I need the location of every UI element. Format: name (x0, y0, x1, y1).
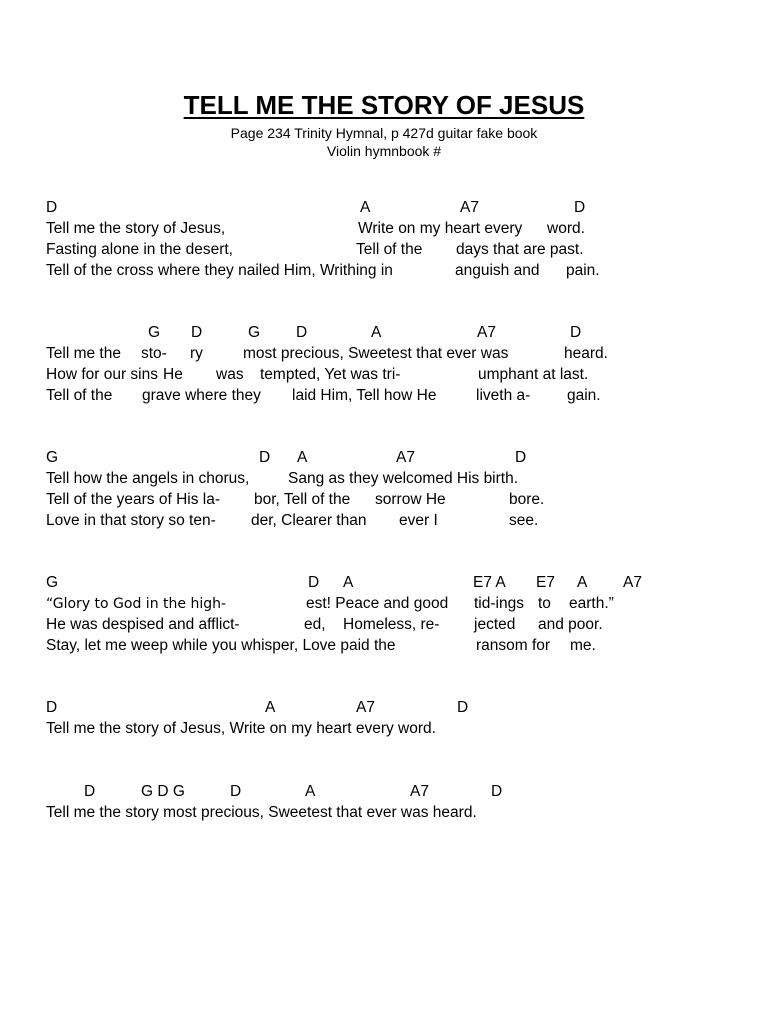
lyric-segment: Love in that story so ten- (46, 512, 216, 529)
lyric-line (0, 344, 768, 366)
lyric-segment: Stay, let me weep while you whisper, Love paid the (46, 637, 396, 654)
lyric-segment: ry (190, 345, 203, 362)
lyric-segment: gain. (567, 387, 601, 404)
lyric-line (0, 511, 768, 533)
chord: A7 (477, 324, 496, 341)
chord: A (265, 699, 276, 716)
lyric-segment: He (163, 366, 183, 383)
chord: G (148, 324, 161, 341)
lyric-line (0, 386, 768, 408)
lyric-segment: der, Clearer than (251, 512, 367, 529)
lyric-segment: est! Peace and good (306, 595, 449, 612)
lyric-segment: earth.” (569, 595, 614, 612)
lyric-segment: bore. (509, 491, 545, 508)
chord: D (296, 324, 308, 341)
lyric-segment: Tell of the years of His la- (46, 491, 221, 508)
chord: D (230, 783, 242, 800)
lyric-segment: ever I (399, 512, 438, 529)
lyric-segment: Tell of the (46, 387, 113, 404)
chord: D (259, 449, 271, 466)
chord: G D G (141, 783, 185, 800)
chord: A7 (356, 699, 375, 716)
chord: A (343, 574, 354, 591)
lyric-segment: Tell me the story of Jesus, Write on my heart every word. (46, 720, 436, 737)
chord: E7 (536, 574, 555, 591)
lyric-line (0, 365, 768, 387)
lyric-segment: Homeless, re- (343, 616, 440, 633)
chord: A (297, 449, 308, 466)
lyric-segment: Tell of the (356, 241, 423, 258)
chord: E7 A (473, 574, 506, 591)
chord: A7 (623, 574, 642, 591)
lyric-segment: anguish and (455, 262, 540, 279)
lyric-segment: umphant at last. (478, 366, 589, 383)
lyric-segment: pain. (566, 262, 600, 279)
lyric-line (0, 490, 768, 512)
chord-line (0, 198, 768, 220)
lyric-segment: days that are past. (456, 241, 584, 258)
lyric-segment: Fasting alone in the desert, (46, 241, 233, 258)
chord: G (248, 324, 261, 341)
lyric-segment: sorrow He (375, 491, 446, 508)
lyric-segment: Tell how the angels in chorus, (46, 470, 250, 487)
chord: D (84, 783, 96, 800)
song-title: TELL ME THE STORY OF JESUS (183, 90, 585, 120)
lyric-line (0, 261, 768, 283)
lyric-segment: me. (570, 637, 596, 654)
lyric-segment: was (216, 366, 244, 383)
chord: D (491, 783, 503, 800)
lyric-segment: Sang as they welcomed His birth. (288, 470, 519, 487)
lyric-line (0, 594, 768, 616)
chord: A (371, 324, 382, 341)
chord-line (0, 448, 768, 470)
lyric-segment: word. (547, 220, 585, 237)
lyric-line (0, 615, 768, 637)
lyric-line (0, 219, 768, 241)
lyric-segment: liveth a- (476, 387, 531, 404)
lyric-segment: sto- (141, 345, 167, 362)
chord: A7 (460, 199, 479, 216)
lyric-segment: Tell me the story of Jesus, (46, 220, 226, 237)
chord: D (308, 574, 320, 591)
chord: D (515, 449, 527, 466)
lyric-segment: ed, (304, 616, 326, 633)
chord: G (46, 574, 59, 591)
lyric-segment: to (538, 595, 551, 612)
chord: D (46, 199, 58, 216)
violin-hymnbook-reference: Violin hymnbook # (326, 143, 442, 159)
lyric-segment: and poor. (538, 616, 603, 633)
lyric-segment: tid-ings (474, 595, 524, 612)
chord: D (191, 324, 203, 341)
chord: D (570, 324, 582, 341)
lyric-line (0, 719, 768, 741)
chord: A (577, 574, 588, 591)
lyric-segment: heard. (564, 345, 608, 362)
chord-line (0, 573, 768, 595)
chord-line (0, 323, 768, 345)
lyric-line (0, 240, 768, 262)
chord: A7 (410, 783, 429, 800)
lyric-segment: Tell of the cross where they nailed Him, Writhing in (46, 262, 393, 279)
lyric-segment: “Glory to God in the high- (46, 596, 227, 612)
lyric-segment: ransom for (476, 637, 551, 654)
lyric-segment: Write on my heart every (358, 220, 523, 237)
chord: D (574, 199, 586, 216)
chord: A7 (396, 449, 415, 466)
chord: D (457, 699, 469, 716)
source-reference: Page 234 Trinity Hymnal, p 427d guitar fake book (230, 125, 538, 141)
lyric-segment: How for our sins (46, 366, 158, 383)
lyric-segment: most precious, Sweetest that ever was (243, 345, 509, 362)
chord-line (0, 698, 768, 720)
lyric-line (0, 636, 768, 658)
lyric-segment: Tell me the (46, 345, 121, 362)
chord-line (0, 782, 768, 804)
lyric-segment: laid Him, Tell how He (292, 387, 437, 404)
lyric-segment: bor, Tell of the (254, 491, 351, 508)
chord: D (46, 699, 58, 716)
chord: A (360, 199, 371, 216)
lyric-line (0, 803, 768, 825)
lyric-line (0, 469, 768, 491)
lyric-segment: jected (474, 616, 516, 633)
lyric-segment: Tell me the story most precious, Sweetest that ever was heard. (46, 804, 477, 821)
lyric-segment: see. (509, 512, 539, 529)
lyric-segment: tempted, Yet was tri- (260, 366, 401, 383)
chord: A (305, 783, 316, 800)
chord: G (46, 449, 59, 466)
lyric-segment: grave where they (142, 387, 261, 404)
lyric-segment: He was despised and afflict- (46, 616, 240, 633)
